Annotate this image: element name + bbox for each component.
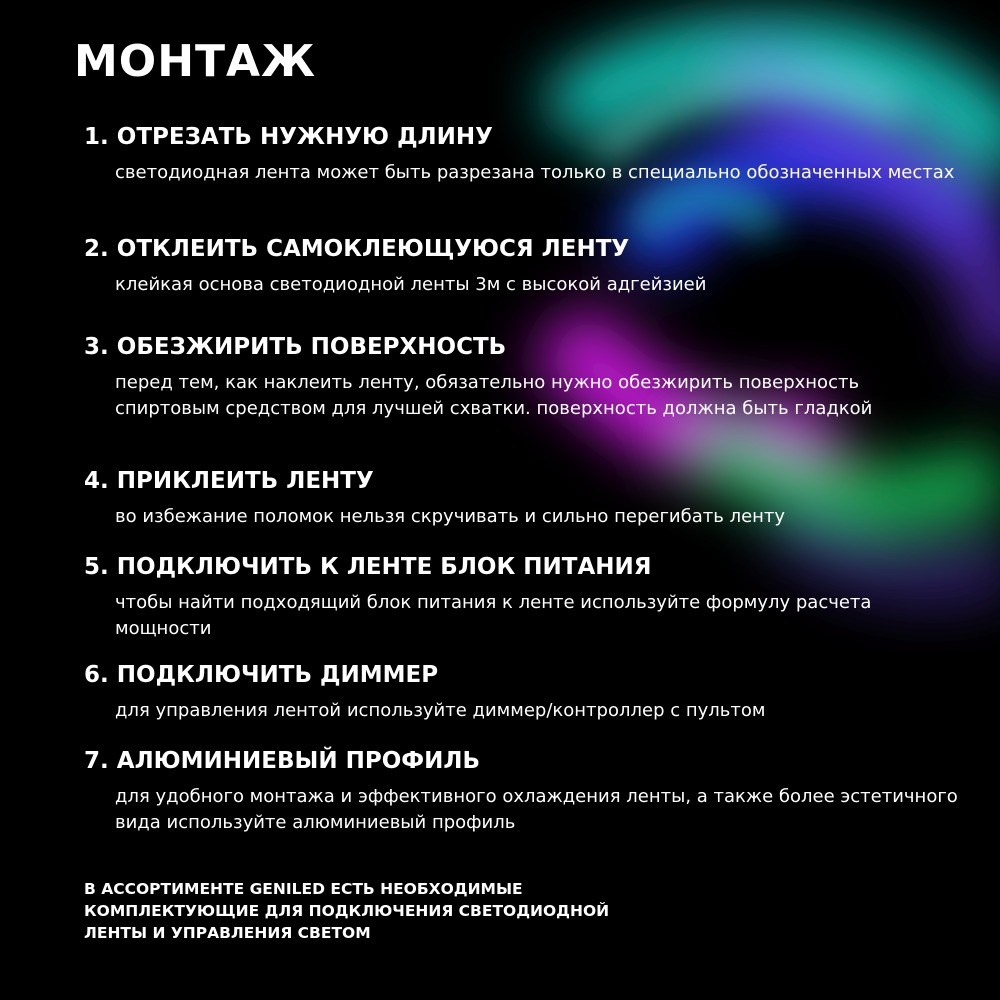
step-number: 3. — [84, 334, 109, 360]
step-title: АЛЮМИНИЕВЫЙ ПРОФИЛЬ — [116, 748, 480, 774]
step-item — [84, 552, 964, 660]
footer-note: В АССОРТИМЕНТЕ GENILED ЕСТЬ НЕОБХОДИМЫЕ КОМПЛЕКТУЮЩИЕ ДЛЯ ПОДКЛЮЧЕНИЯ СВЕТОДИОДНОЙ ЛЕНТЫ И УПРАВЛЕНИЯ СВЕТОМ — [84, 880, 610, 942]
step-number: 1. — [84, 124, 109, 150]
step-description: во избежание поломок нельзя скручивать и сильно перегибать ленту — [115, 506, 786, 527]
step-item — [84, 234, 964, 332]
step-title: ОТКЛЕИТЬ САМОКЛЕЮЩУЮСЯ ЛЕНТУ — [116, 236, 630, 262]
step-title: ОТРЕЗАТЬ НУЖНУЮ ДЛИНУ — [116, 124, 493, 150]
step-number: 2. — [84, 236, 109, 262]
step-heading — [84, 746, 964, 776]
step-description: для удобного монтажа и эффективного охлаждения ленты, а также более эстетичного вида используйте алюминиевый профиль — [115, 786, 958, 833]
step-title: ПРИКЛЕИТЬ ЛЕНТУ — [116, 468, 374, 494]
step-number: 5. — [84, 554, 109, 580]
step-description: перед тем, как наклеить ленту, обязательно нужно обезжирить поверхность спиртовым средством для лучшей схватки. поверхность должна быть гладкой — [115, 372, 873, 419]
step-title: ПОДКЛЮЧИТЬ К ЛЕНТЕ БЛОК ПИТАНИЯ — [116, 554, 652, 580]
step-description: светодиодная лента может быть разрезана только в специально обозначенных местах — [115, 162, 955, 183]
step-description: клейкая основа светодиодной ленты 3м с высокой адгейзией — [115, 274, 707, 295]
step-heading — [84, 552, 964, 582]
step-item — [84, 660, 964, 746]
step-description: чтобы найти подходящий блок питания к ленте используйте формулу расчета мощности — [115, 592, 872, 639]
step-title: ПОДКЛЮЧИТЬ ДИММЕР — [116, 662, 439, 688]
step-number: 7. — [84, 748, 109, 774]
step-heading — [84, 466, 964, 496]
step-heading — [84, 660, 964, 690]
step-item — [84, 746, 964, 846]
step-item — [84, 122, 964, 234]
step-heading — [84, 332, 964, 362]
mounting-steps-list — [84, 122, 964, 846]
step-description: для управления лентой используйте диммер/контроллер с пультом — [115, 700, 766, 721]
step-title: ОБЕЗЖИРИТЬ ПОВЕРХНОСТЬ — [116, 334, 507, 360]
step-number: 4. — [84, 468, 109, 494]
step-item — [84, 466, 964, 552]
page-title: МОНТАЖ — [74, 36, 316, 87]
step-heading — [84, 122, 964, 152]
step-number: 6. — [84, 662, 109, 688]
step-heading — [84, 234, 964, 264]
step-item — [84, 332, 964, 466]
